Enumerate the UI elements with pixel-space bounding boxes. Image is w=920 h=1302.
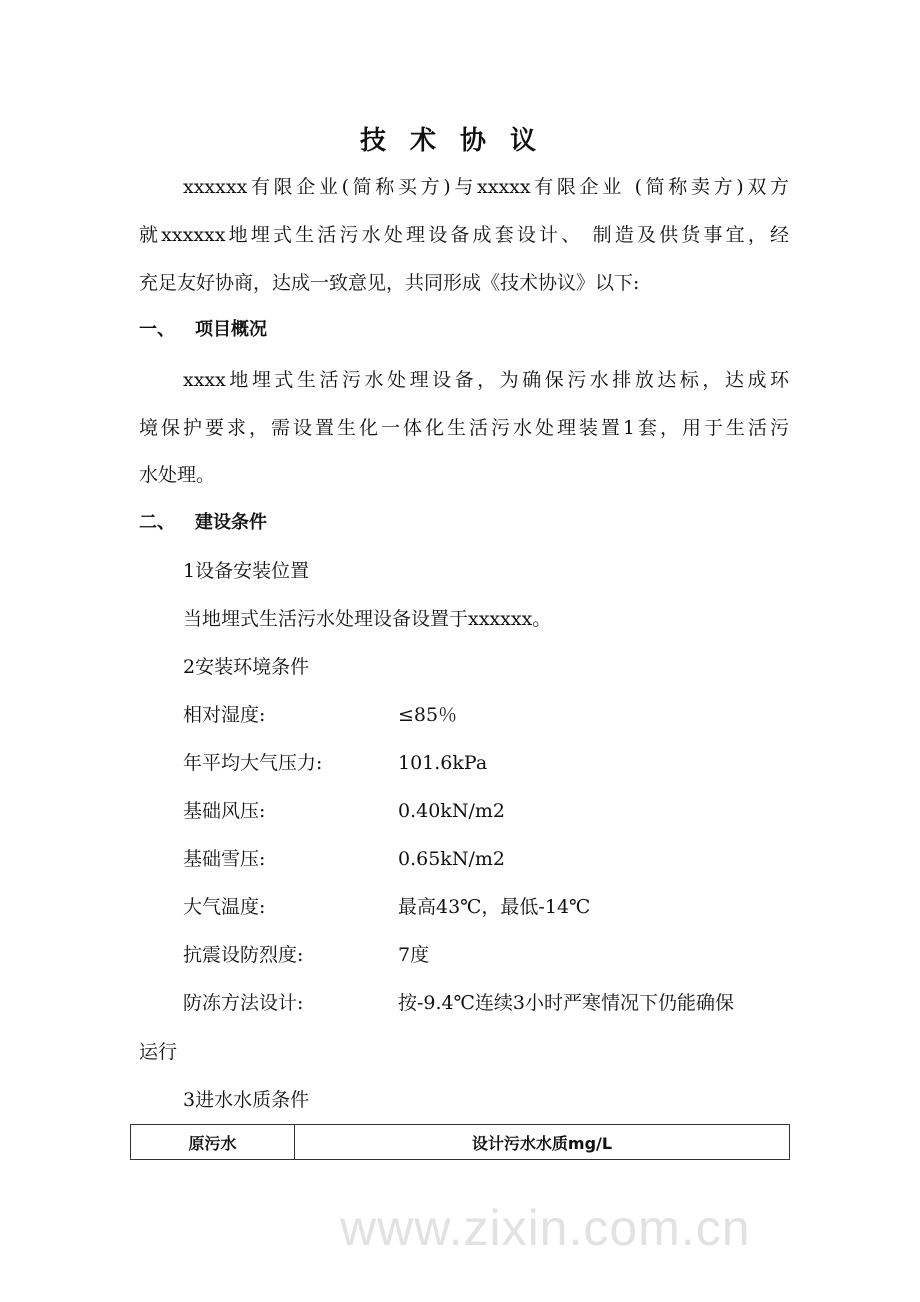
paragraph-line: 境保护要求，需设置生化一体化生活污水处理装置1套，用于生活污 [139,417,789,439]
condition-label: 基础雪压: [183,848,266,870]
condition-value: 0.65kN/m2 [398,848,505,870]
subheading: 3进水水质条件 [183,1089,310,1111]
condition-value: 7度 [398,944,430,966]
section-heading-1 [139,318,267,342]
condition-value: 0.40kN/m2 [398,800,505,822]
condition-label: 相对湿度: [183,704,266,726]
water-quality-table [130,1124,790,1160]
intro-line: 充足友好协商，达成一致意见，共同形成《技术协议》以下: [139,272,640,294]
condition-label: 防冻方法设计: [183,992,304,1014]
paragraph-line: xxxx地埋式生活污水处理设备，为确保污水排放达标，达成环 [183,369,789,391]
paragraph-line: 水处理。 [139,464,216,486]
section-heading-2 [139,511,267,535]
document-title: 技术协议 [359,126,560,156]
condition-label: 年平均大气压力: [183,752,323,774]
condition-value: 101.6kPa [398,752,488,774]
paragraph-line: 当地埋式生活污水处理设备设置于xxxxxx。 [183,608,552,630]
section-number: 一、 [139,319,175,340]
condition-value: 按-9.4℃连续3小时严寒情况下仍能确保 [398,992,734,1014]
intro-line: xxxxxx有限企业(简称买方)与xxxxx有限企业 (简称卖方)双方 [183,176,789,198]
watermark: www.zixin.com.cn [340,1200,751,1256]
condition-value: ≤85％ [398,704,458,726]
section-title: 项目概况 [195,319,267,340]
subheading: 2安装环境条件 [183,656,310,678]
subheading: 1设备安装位置 [183,560,310,582]
condition-label: 基础风压: [183,800,266,822]
table-header-cell: 原污水 [131,1125,295,1160]
section-title: 建设条件 [195,512,267,533]
intro-line: 就xxxxxx地埋式生活污水处理设备成套设计、 制造及供货事宜，经 [139,224,789,246]
table-header-cell: 设计污水水质mg/L [295,1125,790,1160]
table-header-row [131,1125,790,1160]
section-number: 二、 [139,512,175,533]
condition-label: 抗震设防烈度: [183,944,304,966]
condition-value: 最高43℃，最低-14℃ [398,896,591,918]
condition-value-continued: 运行 [139,1041,178,1063]
condition-label: 大气温度: [183,896,266,918]
